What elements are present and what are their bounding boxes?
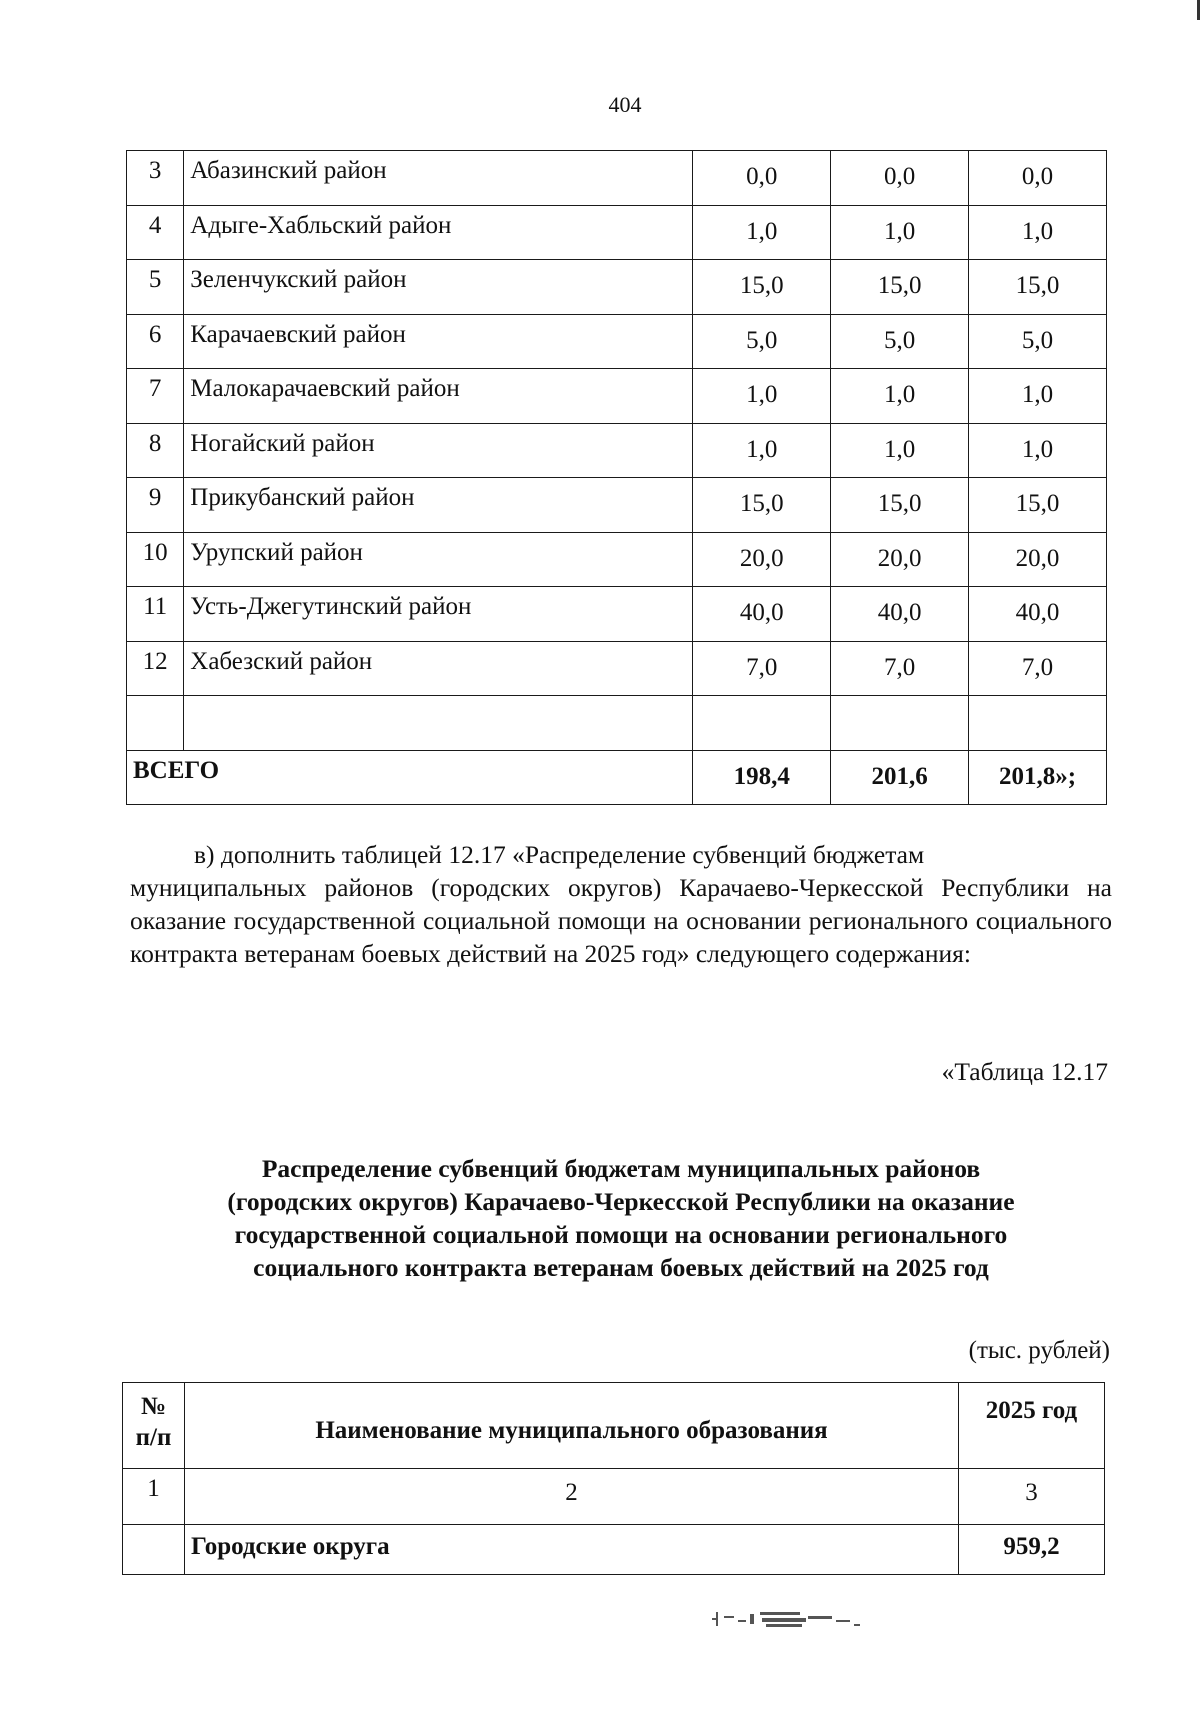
value-col-1: 7,0 (693, 641, 831, 696)
table-row (127, 641, 1107, 696)
title-line: (городских округов) Карачаево-Черкесской Республики на оказание (227, 1187, 1015, 1216)
value-col-1: 20,0 (693, 532, 831, 587)
value-col-2: 1,0 (831, 369, 969, 424)
value-col-2: 15,0 (831, 260, 969, 315)
header-number (123, 1383, 185, 1469)
table-title (130, 1152, 1112, 1284)
row-number: 12 (127, 641, 184, 696)
units-label: (тыс. рублей) (968, 1337, 1110, 1364)
header-year: 2025 год (959, 1383, 1105, 1469)
value-col-1: 5,0 (693, 314, 831, 369)
value-col-1: 15,0 (693, 260, 831, 315)
scan-smudge-mark (712, 1608, 912, 1632)
group-number (123, 1525, 185, 1575)
total-value-2: 201,6 (831, 750, 969, 805)
district-name: Зеленчукский район (184, 260, 693, 315)
table-row (127, 205, 1107, 260)
district-name: Ногайский район (184, 423, 693, 478)
paragraph-first-line: в) дополнить таблицей 12.17 «Распределение субвенций бюджетам (194, 840, 925, 869)
value-col-3: 7,0 (969, 641, 1107, 696)
row-number: 8 (127, 423, 184, 478)
table-row (127, 423, 1107, 478)
header-number-pp: п/п (135, 1424, 172, 1451)
title-line: социального контракта ветеранам боевых действий на 2025 год (253, 1253, 989, 1282)
group-value: 959,2 (959, 1525, 1105, 1575)
district-name: Прикубанский район (184, 478, 693, 533)
table-header-row (123, 1383, 1105, 1469)
allocation-table-12-17 (122, 1382, 1105, 1575)
table-row (127, 369, 1107, 424)
value-col-2: 5,0 (831, 314, 969, 369)
amendment-paragraph (130, 838, 1112, 970)
value-col-1: 15,0 (693, 478, 831, 533)
value-col-2: 1,0 (831, 423, 969, 478)
district-name (184, 696, 693, 751)
value-col-3: 5,0 (969, 314, 1107, 369)
value-col-1: 1,0 (693, 423, 831, 478)
allocation-table-continued (126, 150, 1107, 805)
value-col-3: 0,0 (969, 151, 1107, 206)
value-col-2: 40,0 (831, 587, 969, 642)
column-numbers-row (123, 1469, 1105, 1525)
title-line: Распределение субвенций бюджетам муниципальных районов (261, 1154, 981, 1183)
header-number-sign: № (140, 1393, 167, 1420)
total-value-1: 198,4 (693, 750, 831, 805)
value-col-2: 20,0 (831, 532, 969, 587)
row-number: 4 (127, 205, 184, 260)
row-number: 7 (127, 369, 184, 424)
row-number: 11 (127, 587, 184, 642)
total-row (127, 750, 1107, 805)
row-number: 3 (127, 151, 184, 206)
value-col-1: 40,0 (693, 587, 831, 642)
value-col-2: 15,0 (831, 478, 969, 533)
header-name: Наименование муниципального образования (185, 1383, 959, 1469)
column-number: 2 (185, 1469, 959, 1525)
district-name: Карачаевский район (184, 314, 693, 369)
row-number (127, 696, 184, 751)
value-col-2 (831, 696, 969, 751)
district-name: Малокарачаевский район (184, 369, 693, 424)
row-number: 5 (127, 260, 184, 315)
value-col-3: 20,0 (969, 532, 1107, 587)
district-name: Урупский район (184, 532, 693, 587)
table-row (127, 314, 1107, 369)
row-number: 9 (127, 478, 184, 533)
value-col-2: 0,0 (831, 151, 969, 206)
column-number: 1 (123, 1469, 185, 1525)
value-col-3: 15,0 (969, 478, 1107, 533)
table-label: «Таблица 12.17 (941, 1057, 1108, 1086)
value-col-1: 0,0 (693, 151, 831, 206)
table-row (127, 260, 1107, 315)
group-row (123, 1525, 1105, 1575)
value-col-3: 1,0 (969, 369, 1107, 424)
group-name: Городские округа (185, 1525, 959, 1575)
value-col-1 (693, 696, 831, 751)
value-col-3: 40,0 (969, 587, 1107, 642)
value-col-3: 1,0 (969, 423, 1107, 478)
table-row (127, 151, 1107, 206)
value-col-1: 1,0 (693, 369, 831, 424)
value-col-1: 1,0 (693, 205, 831, 260)
row-number: 6 (127, 314, 184, 369)
value-col-3: 15,0 (969, 260, 1107, 315)
page-number: 404 (608, 92, 642, 117)
total-value-3: 201,8»; (969, 750, 1107, 805)
row-number: 10 (127, 532, 184, 587)
table-row (127, 532, 1107, 587)
district-name: Абазинский район (184, 151, 693, 206)
district-name: Адыге-Хабльский район (184, 205, 693, 260)
value-col-3: 1,0 (969, 205, 1107, 260)
paragraph-rest: муниципальных районов (городских округов) Карачаево-Черкесской Республики на оказание государственной социальной помощи на основании регионального социального контракта ветеранам боевых действий на 2025 год» следующего содержания: (130, 873, 1112, 968)
value-col-2: 7,0 (831, 641, 969, 696)
value-col-3 (969, 696, 1107, 751)
column-number: 3 (959, 1469, 1105, 1525)
table-row (127, 696, 1107, 751)
value-col-2: 1,0 (831, 205, 969, 260)
title-line: государственной социальной помощи на основании регионального (234, 1220, 1008, 1249)
table-row (127, 587, 1107, 642)
total-label: ВСЕГО (127, 750, 693, 805)
table-row (127, 478, 1107, 533)
district-name: Усть-Джегутинский район (184, 587, 693, 642)
district-name: Хабезский район (184, 641, 693, 696)
